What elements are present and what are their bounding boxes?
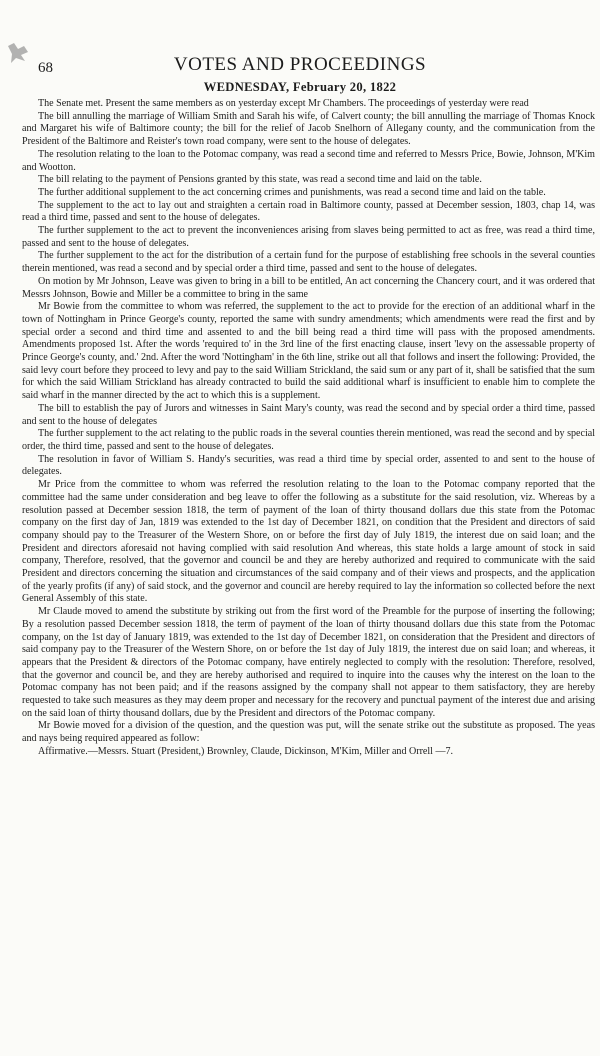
paragraph-baltimore-road: The supplement to the act to lay out and straighten a certain road in Baltimore county, passed at December session, 1803, chap 14, was read a third time, passed and sent to the house of delegates.	[22, 199, 595, 224]
paragraph-potomac-resolution-referred: The resolution relating to the loan to the Potomac company, was read a second time and referred to Messrs Price, Bowie, Johnson, M'Kim and Wootton.	[22, 148, 595, 173]
paragraph-claude-amendment: Mr Claude moved to amend the substitute by striking out from the first word of the Preamble for the purpose of inserting the following; By a resolution passed December session 1818, the term of payment of the loan of thirty thousand dollars due this state from the Potomac company, on the 1st day of January 1819, was extended to the 1st day of December 1821, on consideration that the President and directors of said company pay to the Treasurer of the Western Shore, on or before the 1st day of July 1819, the interest due on said loan; and whereas, it appears that the President & directors of the Potomac company, have entirely neglected to comply with the resolution: Therefore, resolved, that the governor and council be, and they are hereby authorised and required to inquire into the causes why the interest on the loan to the Potomac company has not been paid; and if the reasons assigned by the company shall not appear to them satisfactory, they are hereby requested to take such measures as they may deem proper and necessary for the recovery and punctual payment of the interest due and arising on the said loan of thirty thousand dollars, due by the President and directors of the Potomac company.	[22, 606, 595, 719]
paragraph-pensions-bill: The bill relating to the payment of Pensions granted by this state, was read a second time and laid on the table.	[38, 174, 482, 186]
paragraph-affirmative-vote: Affirmative.—Messrs. Stuart (President,) Brownley, Claude, Dickinson, M'Kim, Miller and Orrell —7.	[38, 745, 454, 757]
paragraph-bowie-division: Mr Bowie moved for a division of the question, and the question was put, will the senate strike out the substitute as proposed. The yeas and nays being required appeared as follow:	[22, 720, 595, 745]
paragraph-nottingham-wharf: Mr Bowie from the committee to whom was referred, the supplement to the act to provide for the erection of an additional wharf in the town of Nottingham in Prince George's county, reported the same with sundry amendments; which amendments were read the first and by special order a second and third time and assented to and the bill being read a third time will pass with the proposed amendments. Amendments proposed 1st. After the words 'required to' in the 3rd line of the first enacting clause, insert 'levy on the assessable property of Prince George's county, and.' 2nd. After the word 'Nottingham' in the 6th line, strike out all that follows and insert the following: Provided, the said levy court before they proceed to levy and pay to the said William Strickland, the said sum or any part of it, shall be satisfied that the sum for which the said William Strickland has already contracted to build the said additional wharf is insufficient to enable him to complete the said wharf in the manner directed by the act to which this is a supplement.	[22, 301, 595, 402]
paragraph-handy-securities: The resolution in favor of William S. Handy's securities, was read a third time by special order, assented to and sent to the house of delegates.	[22, 453, 595, 478]
paragraph-public-roads: The further supplement to the act relating to the public roads in the several counties therein mentioned, was read the second and by special order, the third time, passed and sent to the house of delegates.	[22, 428, 595, 452]
paragraph-bills-sent: The bill annulling the marriage of William Smith and Sarah his wife, of Calvert county; the bill annulling the marriage of Thomas Knock and Margaret his wife of Baltimore county; the bill for the relief of Jacob Snelhorn of Allegany county, and the communication from the President of the Baltimore and Reister's town road company, were sent to the house of delegates.	[22, 110, 595, 148]
paragraph-jurors-pay: The bill to establish the pay of Jurors and witnesses in Saint Mary's county, was read the second and by special order a third time, passed and sent to the house of delegates	[22, 402, 595, 427]
paragraph-free-schools: The further supplement to the act for the distribution of a certain fund for the purpose of establishing free schools in the several counties therein mentioned, was read a second and by special order a third time, passed and sent to the house of delegates.	[22, 250, 595, 275]
page-number: 68	[38, 60, 53, 76]
paragraph-slaves-supplement: The further supplement to the act to prevent the inconveniences arising from slaves being permitted to act as free, was read a third time, passed and sent to the house of delegates.	[22, 225, 595, 249]
session-date: WEDNESDAY, February 20, 1822	[203, 80, 397, 94]
paragraph-chancery-court: On motion by Mr Johnson, Leave was given to bring in a bill to be entitled, An act concerning the Chancery court, and it was ordered that Messrs Johnson, Bowie and Miller be a committee to bring in the same	[22, 275, 595, 300]
running-title: VOTES AND PROCEEDINGS	[173, 54, 427, 75]
paragraph-crimes-supplement: The further additional supplement to the act concerning crimes and punishments, was read a second time and laid on the table.	[38, 186, 546, 198]
paragraph-price-substitute: Mr Price from the committee to whom was referred the resolution relating to the loan to the Potomac company reported that the committee had the same under consideration and beg leave to offer the following as a substitute for the said resolution, viz. Whereas by a resolution passed at December session 1818, the term of payment of the loan of thirty thousand dollars due this state from the Potomac company on the first day of Jan, 1819 was extended to the 1st day of December 1821, on condition that the President and directors of said company should pay to the Treasurer of the Western Shore, on or before the first day of July 1819, the interest due on said loan; and the President and directors aforesaid not having complied with said resolution And whereas, this state holds a large amount of stock in said company, Therefore, resolved, that the governor and council be and they are hereby authorized and required to communicate with the said President and directors concerning the situation and circumstances of the said company and of their views and prospects, and the application of the yearly profits (if any) of said stock, and the governor and council are hereby required to lay the information so collected before the next General Assembly of this state.	[22, 479, 595, 605]
proceedings-body	[22, 98, 595, 759]
paragraph-senate-met: The Senate met. Present the same members as on yesterday except Mr Chambers. The proceedings of yesterday were read	[38, 98, 529, 109]
